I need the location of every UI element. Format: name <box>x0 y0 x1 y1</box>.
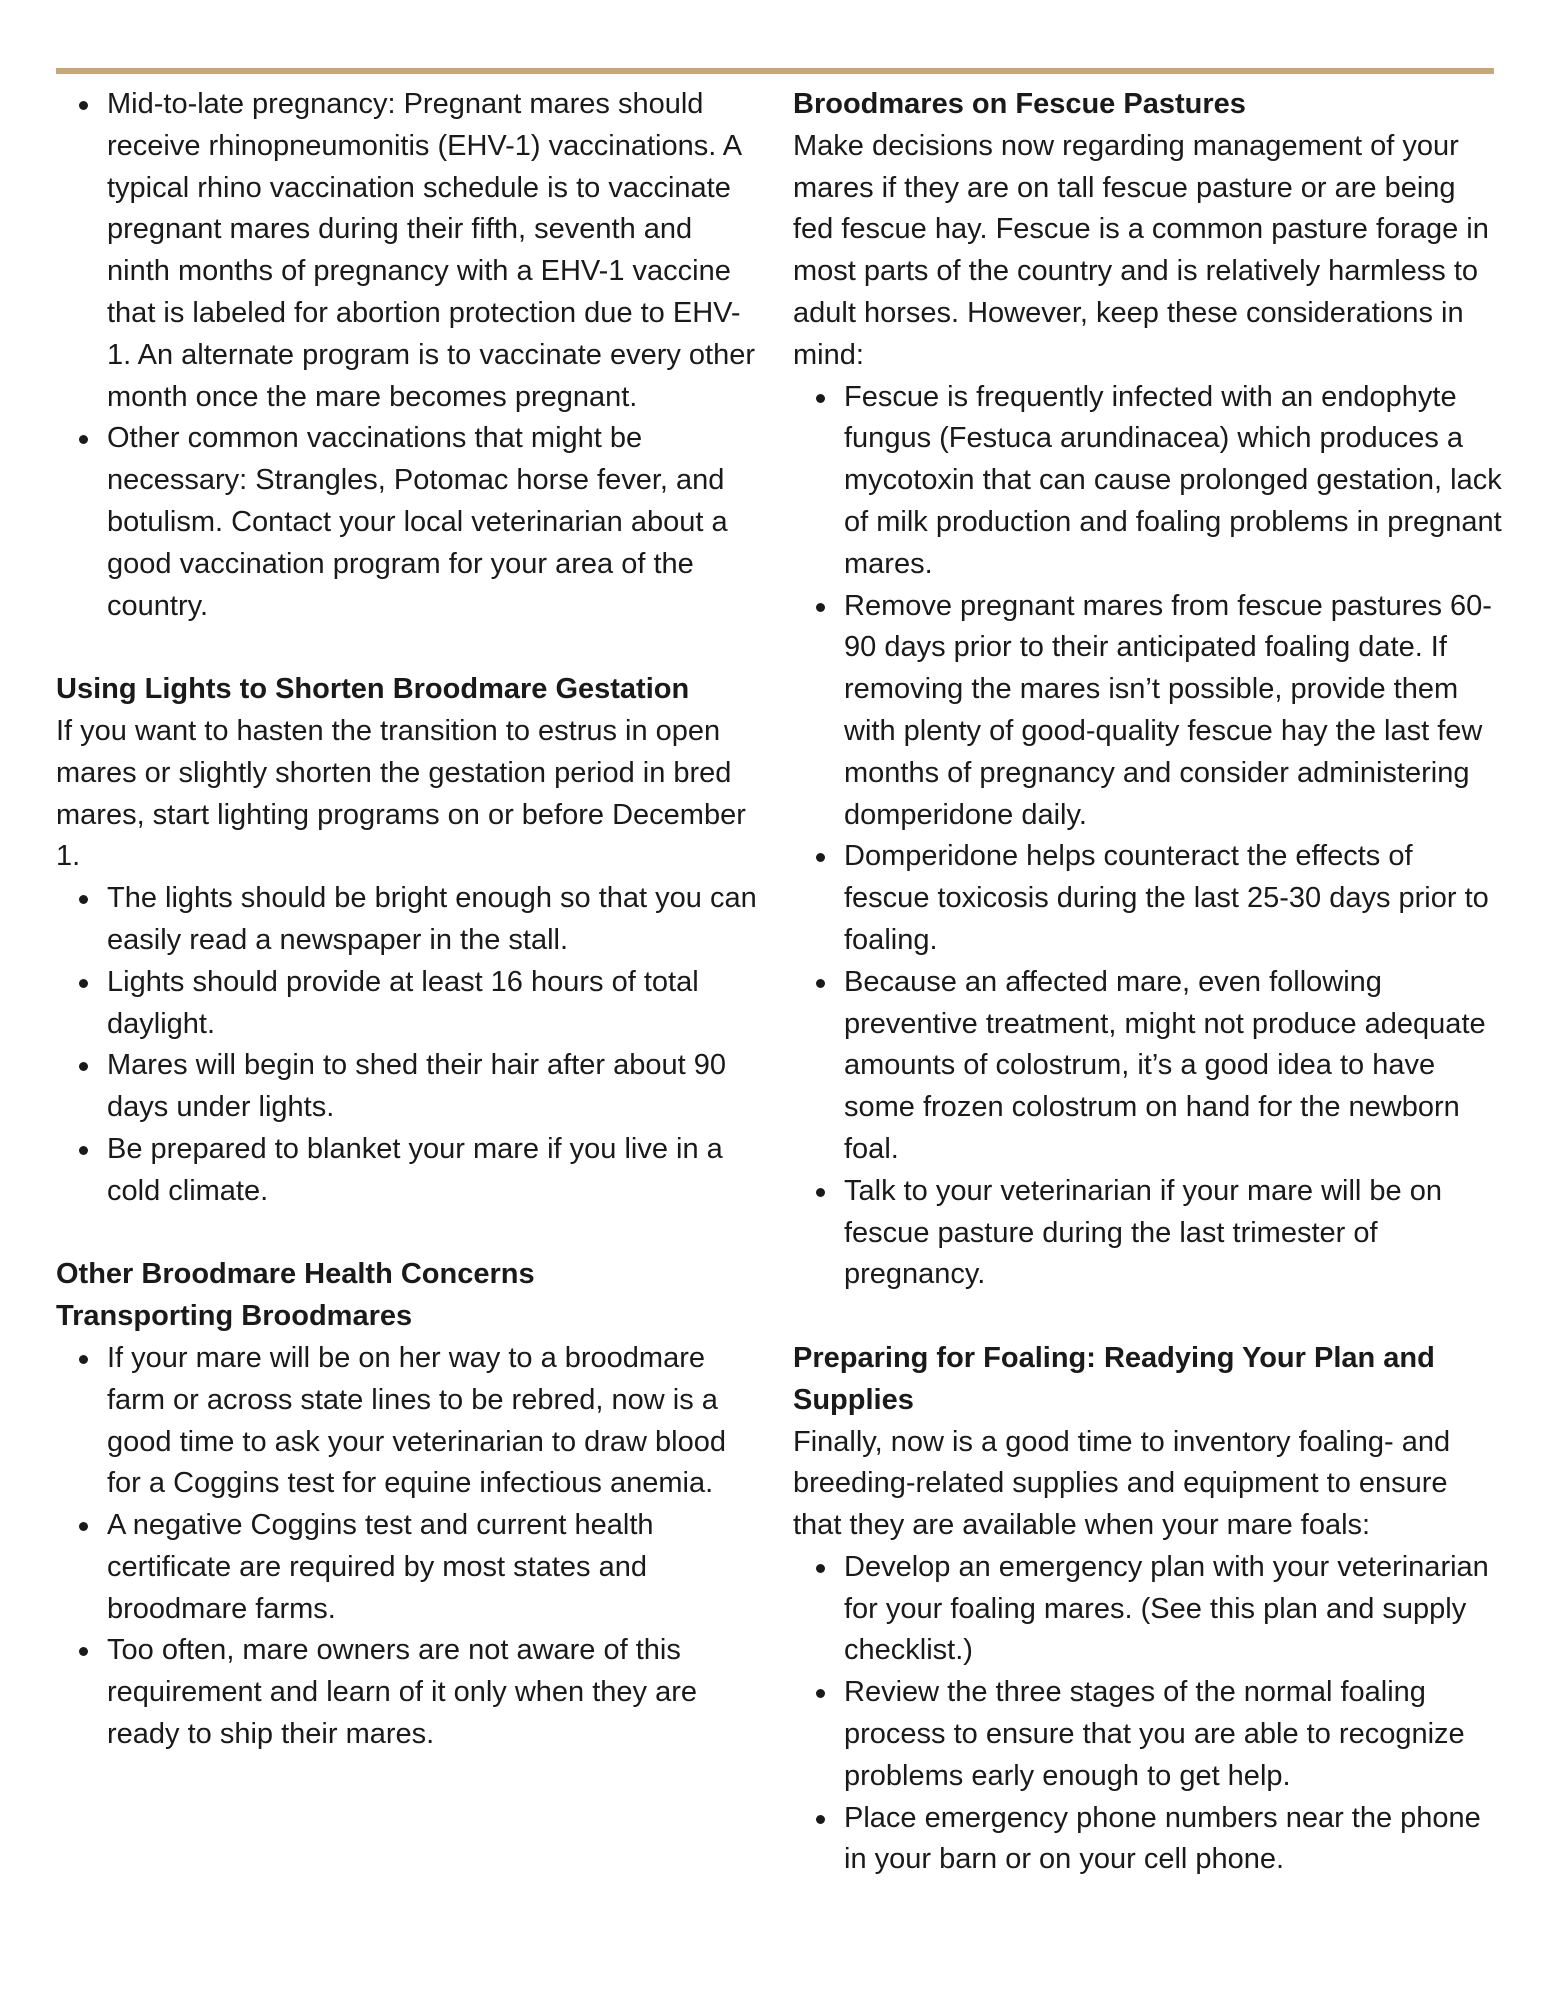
list-item: Mares will begin to shed their hair after about 90 days under lights. <box>107 1045 758 1129</box>
transport-subheading: Transporting Broodmares <box>56 1300 413 1333</box>
lights-list <box>56 878 758 1212</box>
transport-list <box>56 1338 758 1756</box>
list-item: Review the three stages of the normal foaling process to ensure that you are able to recognize problems early enough to get help. <box>844 1672 1503 1797</box>
list-item: Because an affected mare, even following preventive treatment, might not produce adequate amounts of colostrum, it’s a good idea to have some frozen colostrum on hand for the newborn foal. <box>844 962 1503 1171</box>
fescue-section-paragraph: Make decisions now regarding management of your mares if they are on tall fescue pasture or are being fed fescue hay. Fescue is a common pasture forage in most parts of the country and is relatively harmless to adult horses. However, keep these considerations in mind: <box>793 129 1489 371</box>
health-section-heading: Other Broodmare Health Concerns <box>56 1258 535 1291</box>
fescue-section-heading: Broodmares on Fescue Pastures <box>793 88 1246 120</box>
left-column <box>56 84 758 1756</box>
lights-section-heading: Using Lights to Shorten Broodmare Gestation <box>56 673 690 706</box>
fescue-list <box>793 377 1503 1297</box>
list-item: If your mare will be on her way to a broodmare farm or across state lines to be rebred, now is a good time to ask your veterinarian to draw blood for a Coggins test for equine infectious anemia. <box>107 1338 758 1505</box>
section-spacer <box>793 1296 1503 1338</box>
right-column <box>793 84 1503 1881</box>
list-item: Domperidone helps counteract the effects of fescue toxicosis during the last 25-30 days prior to foaling. <box>844 836 1503 961</box>
section-spacer <box>56 1213 758 1255</box>
section-spacer <box>56 627 758 669</box>
vaccination-list <box>56 84 758 627</box>
list-item: Remove pregnant mares from fescue pastures 60-90 days prior to their anticipated foaling date. If removing the mares isn’t possible, provide them with plenty of good-quality fescue hay the last few months of pregnancy and consider administering domperidone daily. <box>844 586 1503 837</box>
foaling-list <box>793 1547 1503 1881</box>
foaling-section-paragraph: Finally, now is a good time to inventory foaling- and breeding-related supplies and equipment to ensure that they are available when your mare foals: <box>793 1425 1451 1542</box>
list-item: The lights should be bright enough so that you can easily read a newspaper in the stall. <box>107 878 758 962</box>
list-item: Develop an emergency plan with your veterinarian for your foaling mares. (See this plan and supply checklist.) <box>844 1547 1503 1672</box>
top-divider-rule <box>56 68 1494 74</box>
list-item: Place emergency phone numbers near the phone in your barn or on your cell phone. <box>844 1798 1503 1882</box>
list-item: Other common vaccinations that might be necessary: Strangles, Potomac horse fever, and botulism. Contact your local veterinarian about a good vaccination program for your area of the country. <box>107 418 758 627</box>
foaling-section-heading: Preparing for Foaling: Readying Your Plan and Supplies <box>793 1341 1435 1416</box>
lights-section-paragraph: If you want to hasten the transition to estrus in open mares or slightly shorten the gestation period in bred mares, start lighting programs on or before December 1. <box>56 714 746 873</box>
list-item: Lights should provide at least 16 hours of total daylight. <box>107 962 758 1046</box>
list-item: Talk to your veterinarian if your mare will be on fescue pasture during the last trimester of pregnancy. <box>844 1171 1503 1296</box>
list-item: Too often, mare owners are not aware of this requirement and learn of it only when they are ready to ship their mares. <box>107 1630 758 1755</box>
list-item: Be prepared to blanket your mare if you live in a cold climate. <box>107 1129 758 1213</box>
list-item: A negative Coggins test and current health certificate are required by most states and broodmare farms. <box>107 1505 758 1630</box>
list-item: Mid-to-late pregnancy: Pregnant mares should receive rhinopneumonitis (EHV-1) vaccinations. A typical rhino vaccination schedule is to vaccinate pregnant mares during their fifth, seventh and ninth months of pregnancy with a EHV-1 vaccine that is labeled for abortion protection due to EHV-1. An alternate program is to vaccinate every other month once the mare becomes pregnant. <box>107 84 758 418</box>
list-item: Fescue is frequently infected with an endophyte fungus (Festuca arundinacea) which produces a mycotoxin that can cause prolonged gestation, lack of milk production and foaling problems in pregnant mares. <box>844 377 1503 586</box>
